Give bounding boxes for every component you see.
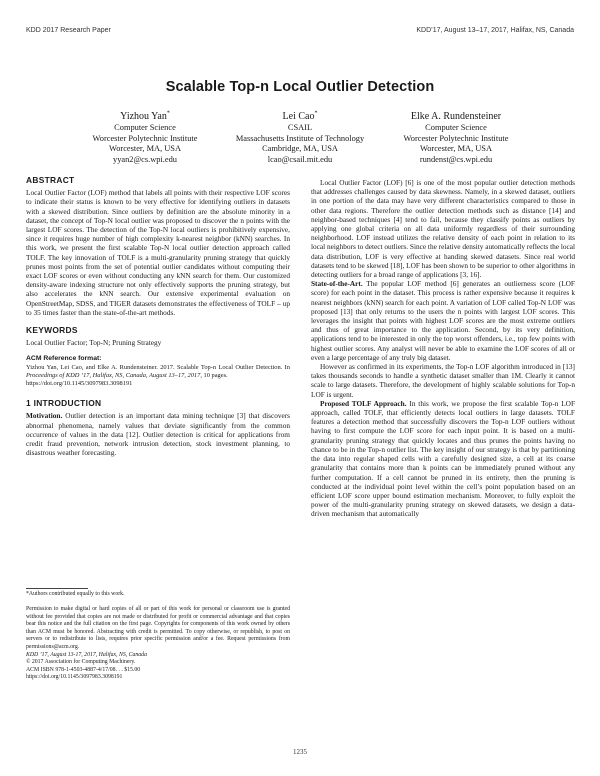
footnote-text: *Authors contributed equally to this work.: [26, 591, 125, 597]
acm-reference-doi[interactable]: https://doi.org/10.1145/3097983.3098191: [26, 380, 133, 388]
proposed-approach-paragraph: [311, 399, 575, 519]
author-2: [210, 111, 390, 165]
author-3-location: Worcester, MA, USA: [419, 144, 493, 154]
running-header-left: KDD 2017 Research Paper: [26, 27, 111, 34]
acm-reference-authors: Yizhou Yan, Lei Cao, and Elke A. Rundensteiner. 2017. Scalable Top-n Local Outlier Detection. In: [26, 363, 290, 371]
acm-reference-pages: 10 pages.: [201, 371, 228, 379]
proposed-approach-text: In this work, we propose the first scalable Top-n LOF approach, called TOLF, that efficiently detects local outliers in large datasets. TOLF features a detection method that successfully discovers the Top-n LOF outliers without having to first compute the LOF score for each input point. It is based on a multi-granularity pruning strategy that quickly locates and thus prunes the points having no chance to be in the Top-n outlier list. The key insight of our strategy is that by partitioning the data into regular shaped cells with a carefully designed size, a cell at its coarse granularity that contains more than k points can be immediately pruned without any further computation. If a cell cannot be pruned in its entirety, then the pruning is conducted at the individual point level within the cell’s point population based on an efficient LOF score upper bound estimation mechanism. Moreover, to fully exploit the power of the multi-granularity pruning strategy on skewed datasets, we design a data-driven mechanism that automatically: [311, 398, 576, 519]
author-1-dept: Computer Science: [114, 123, 176, 132]
permission-text: Permission to make digital or hard copies of all or part of this work for personal or classroom use is granted without fee provided that copies are not made or distributed for profit or commercial advantage and that copies bear this notice and the full citation on the first page. Copyrights for components of this work owned by others than ACM must be honored. Abstracting with credit is permitted. To copy otherwise, or republish, to post on servers or to redistribute to lists, requires prior specific permission and/or a fee. Request permissions from permissions@acm.org.: [26, 606, 290, 650]
introduction-text: [26, 411, 290, 457]
author-3-inst: Worcester Polytechnic Institute: [403, 133, 509, 143]
author-2-inst: Massachusetts Institute of Technology: [235, 133, 365, 143]
conference-line: KDD ’17, August 13-17, 2017, Halifax, NS, Canada: [26, 651, 147, 658]
keywords-heading: KEYWORDS: [26, 325, 78, 336]
motivation-label: Motivation.: [26, 411, 63, 421]
abstract-heading: ABSTRACT: [26, 175, 75, 185]
paper-title: Scalable Top-n Local Outlier Detection: [165, 79, 435, 95]
proposed-approach-label: Proposed TOLF Approach.: [320, 398, 407, 408]
author-3-email[interactable]: rundenst@cs.wpi.edu: [419, 154, 493, 164]
author-1-location: Worcester, MA, USA: [108, 144, 182, 154]
introduction-heading: 1 INTRODUCTION: [26, 398, 102, 409]
author-1-mark: *: [166, 110, 170, 117]
permission-block: [26, 606, 290, 682]
author-2-mark: *: [314, 110, 318, 117]
permission-doi[interactable]: https://doi.org/10.1145/3097983.3098191: [26, 674, 123, 681]
author-2-dept: CSAIL: [287, 123, 313, 132]
right-column: [311, 178, 575, 519]
footnote: [26, 591, 290, 599]
motivation-text: Outlier detection is an important data mining technique [3] that discovers abnormal phenomena, namely values that deviate significantly from the common occurrence of values in the data [12]. Outlier detection is critical for applications from credit fraud prevention, network intrusion detection, stock investment planning, to disastrous weather forecasting.: [26, 411, 290, 458]
acm-reference: [26, 354, 290, 388]
author-3-name: Elke A. Rundensteiner: [410, 111, 502, 122]
author-1-name: Yizhou Yan: [120, 111, 167, 122]
author-1-email[interactable]: yyan2@cs.wpi.edu: [113, 154, 177, 164]
author-1-inst: Worcester Polytechnic Institute: [92, 133, 198, 143]
author-3: [366, 111, 546, 165]
abstract-text: Local Outlier Factor (LOF) method that labels all points with their respective LOF scores to indicate their status is known to be very effective for identifying outliers in datasets with a skewed distribution. Since outliers by definition are the absolute minority in a dataset, the concept of Top-N local outlier was proposed to discover the n points with the largest LOF scores. The detection of the Top-N local outliers is prohibitively expensive, since it requires huge number of high complexity k-nearest neighbor (kNN) searches. In this work, we present the first scalable Top-N local outlier detection approach called TOLF. The key innovation of TOLF is a multi-granularity pruning strategy that quickly prunes most points from the set of potential outlier candidates without computing their exact LOF scores or even without conducting any kNN search for them. Our customized density-aware indexing structure not only effectively supports the pruning strategy, but also accelerates the kNN search. Our extensive experimental evaluation on OpenStreetMap, SDSS, and TIGER datasets demonstrates the effectiveness of TOLF – up to 35 times faster than the state-of-the-art methods.: [26, 188, 290, 317]
state-of-the-art-paragraph: [311, 279, 575, 362]
author-2-email[interactable]: lcao@csail.mit.edu: [267, 154, 333, 164]
experiments-paragraph: However as confirmed in its experiments, the Top-n LOF algorithm introduced in [13] takes thousands seconds to handle a synthetic dataset smaller than 1M. Clearly it cannot scale to large datasets. Therefore, the development of highly scalable solutions for Top-n LOF is urgent.: [311, 362, 575, 399]
acm-reference-venue: Proceedings of KDD ’17, Halifax, NS, Canada, August 13–17, 2017,: [26, 371, 202, 379]
left-column: [26, 176, 290, 457]
state-of-the-art-text: The popular LOF method [6] generates an outlierness score (LOF score) for each point in the dataset. This process is rather expensive because it requires k nearest neighbors (kNN) search for each point. A variation of LOF called Top-N LOF was proposed [13] that only returns to the users the n points with largest LOF scores. This leverages the insight that points with highest LOF scores are the most extreme outliers and thus of great importance to the application. Second, by its very definition, applications tend to be interested in only the top worst offenders, i.e., top few points with highest outlier scores. Any analyst will never be able to examine the LOF scores of all or even a large percentage of any truly big dataset.: [311, 279, 575, 362]
isbn-line: ACM ISBN 978-1-4503-4887-4/17/08. . . $15.00: [26, 666, 141, 673]
author-2-location: Cambridge, MA, USA: [262, 144, 338, 154]
acm-reference-heading: ACM Reference format:: [26, 355, 102, 363]
state-of-the-art-label: State-of-the-Art.: [311, 279, 363, 289]
lof-paragraph: Local Outlier Factor (LOF) [6] is one of the most popular outlier detection methods that addresses challenges caused by data skewness. Namely, in a skewed dataset, outliers in one portion of the data may have very different characteristics compared to those in other data regions. Therefore the outlier detection methods such as distance [14] and neighbor-based techniques [4] tend to fail, because they classify points as outliers by applying one global criteria on all data uniformly regardless of their surrounding neighborhood. LOF instead utilizes the relative density of each point in relation to its local neighbors to detect outliers. Since the relative density automatically reflects the local data distribution, LOF is very effective at handing skewed datasets. Since real world datasets tend to be skewed [18], LOF has been shown to be superior to other algorithms in detecting outliers for a broad range of applications [3, 16].: [311, 178, 576, 280]
keywords-text: Local Outlier Factor; Top-N; Pruning Strategy: [26, 338, 162, 348]
author-1: [55, 111, 235, 165]
acm-reference-text: [26, 364, 290, 380]
running-header-right: KDD’17, August 13–17, 2017, Halifax, NS, Canada: [416, 27, 574, 34]
author-3-dept: Computer Science: [425, 123, 487, 132]
page-number: 1235: [293, 748, 307, 756]
author-2-name: Lei Cao: [282, 111, 315, 122]
footnote-rule: [26, 588, 88, 589]
copyright-line: © 2017 Association for Computing Machinery.: [26, 659, 136, 666]
